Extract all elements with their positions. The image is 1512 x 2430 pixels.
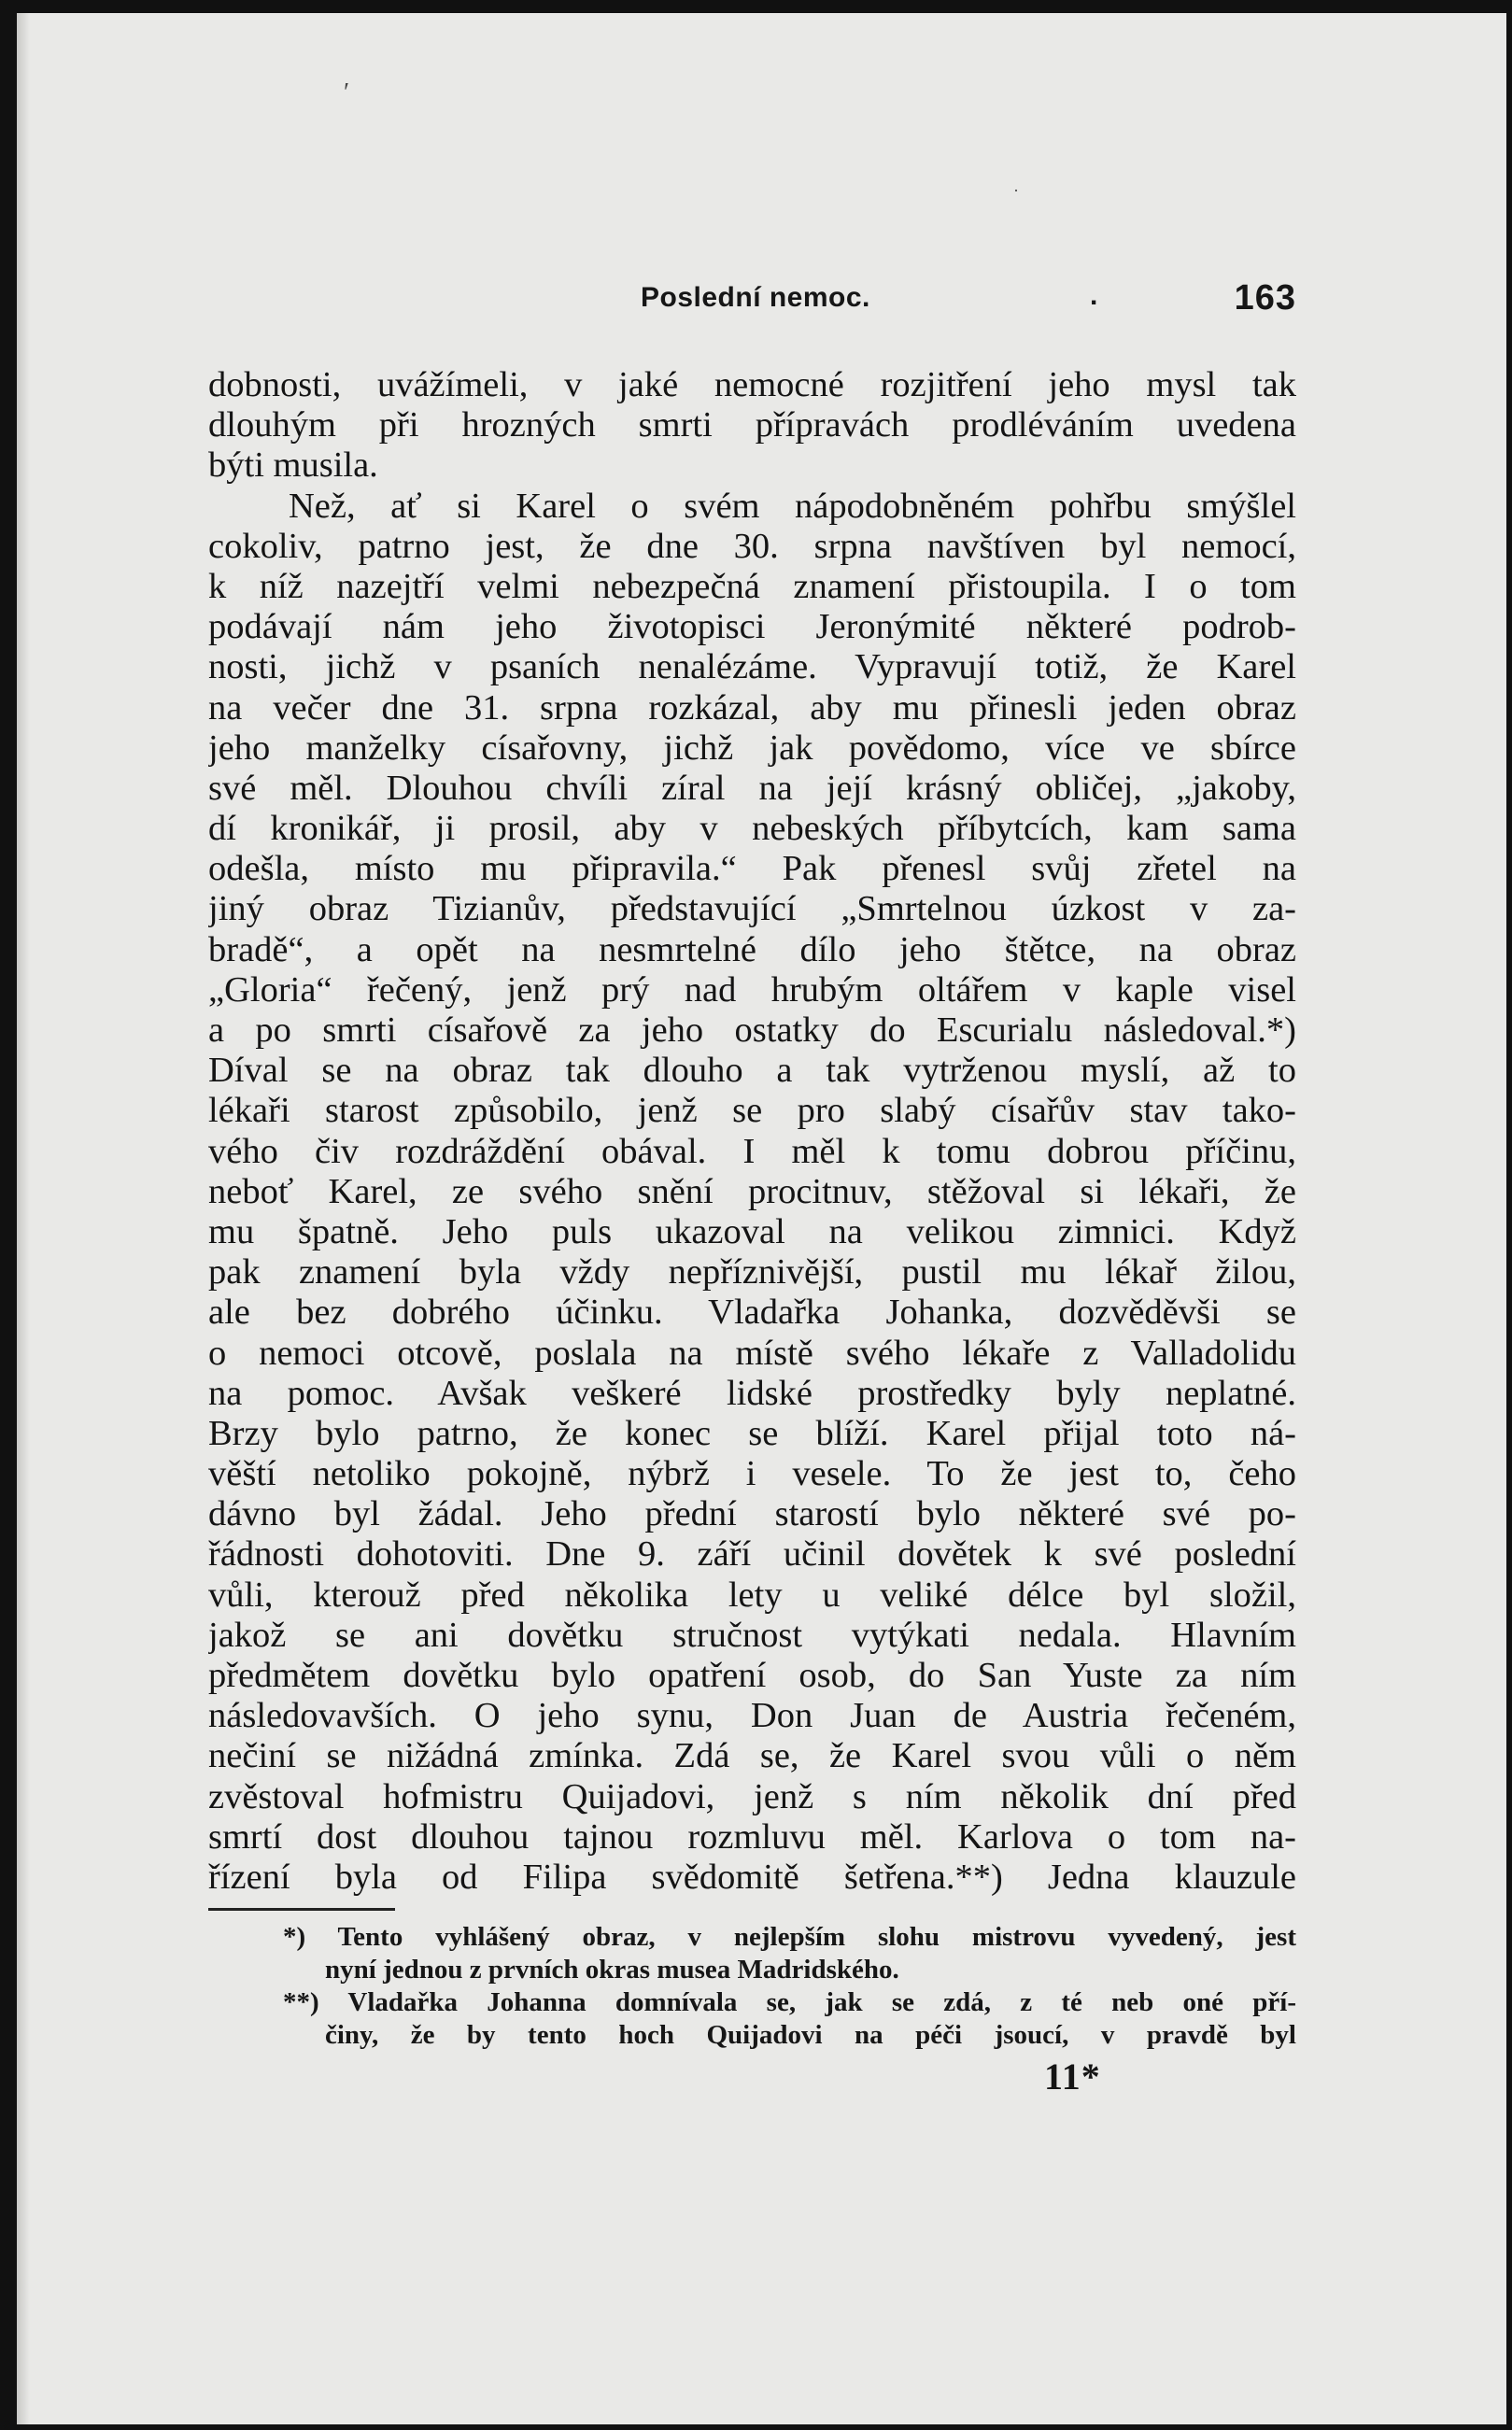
text-line: své měl. Dlouhou chvíli zíral na její krásný obličej, „jakoby,: [208, 768, 1296, 808]
text-line: na pomoc. Avšak veškeré lidské prostředky byly neplatné.: [208, 1373, 1296, 1413]
text-line: na večer dne 31. srpna rozkázal, aby mu přinesli jeden obraz: [208, 687, 1296, 728]
footnote-line: činy, že by tento hoch Quijadovi na péči jsoucí, v pravdě byl: [325, 2020, 1296, 2050]
footnote-divider: [208, 1908, 395, 1911]
text-line: řádnosti dohotoviti. Dne 9. září učinil dovětek k své poslední: [208, 1534, 1296, 1575]
text-line: dobnosti, uvážímeli, v jaké nemocné rozjitření jeho mysl tak: [208, 365, 1296, 404]
text-line: dávno byl žádal. Jeho přední starostí bylo některé své po-: [208, 1494, 1296, 1534]
header-separator: .: [1090, 280, 1098, 311]
signature-mark: 11*: [1044, 2056, 1101, 2098]
text-line: předmětem dovětku bylo opatření osob, do San Yuste za ním: [208, 1656, 1296, 1695]
running-title: Poslední nemoc.: [641, 282, 870, 313]
print-speck: ′: [344, 78, 350, 107]
text-line: zvěstoval hofmistru Quijadovi, jenž s ním několik dní před: [208, 1776, 1296, 1816]
running-header: [208, 271, 1296, 318]
footnotes: [208, 1921, 1296, 2052]
text-line: odešla, místo mu připravila.“ Pak přenesl svůj zřetel na: [208, 849, 1296, 889]
text-line: pak znamení byla vždy nepříznivější, pustil mu lékař žilou,: [208, 1252, 1296, 1293]
text-line: o nemoci otcově, poslala na místě svého lékaře z Valladolidu: [208, 1333, 1296, 1373]
text-line: Než, ať si Karel o svém nápodobněném pohřbu smýšlel: [289, 486, 1296, 526]
text-line: následovavších. O jeho synu, Don Juan de Austria řečeném,: [208, 1696, 1296, 1736]
footnote-line: nyní jednou z prvních okras musea Madridského.: [325, 1955, 899, 1985]
text-line: bradě“, a opět na nesmrtelné dílo jeho štětce, na obraz: [208, 929, 1296, 969]
text-line: Brzy bylo patrno, že konec se blíží. Karel přijal toto ná-: [208, 1413, 1296, 1453]
text-line: ale bez dobrého účinku. Vladařka Johanka, dozvěděvši se: [208, 1293, 1296, 1333]
text-line: lékaři starost způsobilo, jenž se pro slabý císařův stav tako-: [208, 1091, 1296, 1131]
text-line: nosti, jichž v psaních nenalézáme. Vypravují totiž, že Karel: [208, 647, 1296, 687]
text-line: a po smrti císařově za jeho ostatky do Escurialu následoval.*): [208, 1010, 1296, 1050]
text-line: k níž nazejtří velmi nebezpečná znamení přistoupila. I o tom: [208, 566, 1296, 606]
page-number: 163: [1234, 278, 1296, 318]
text-line: „Gloria“ řečený, jenž prý nad hrubým oltářem v kaple visel: [208, 969, 1296, 1010]
main-text: [208, 365, 1296, 1898]
print-speck: ·: [1013, 181, 1019, 200]
text-line: jakož se ani dovětku stručnost vytýkati nedala. Hlavním: [208, 1615, 1296, 1655]
text-line: vého čiv rozdráždění obával. I měl k tomu dobrou příčinu,: [208, 1131, 1296, 1171]
text-line: smrtí dost dlouhou tajnou rozmluvu měl. Karlova o tom na-: [208, 1816, 1296, 1857]
text-line: Díval se na obraz tak dlouho a tak vytrženou myslí, až to: [208, 1051, 1296, 1091]
text-line: dí kronikář, ji prosil, aby v nebeských příbytcích, kam sama: [208, 809, 1296, 849]
book-page: [17, 13, 1506, 2424]
text-line: jeho manželky císařovny, jichž jak povědomo, více ve sbírce: [208, 728, 1296, 768]
text-line: vůli, kterouž před několika lety u veliké délce byl složil,: [208, 1575, 1296, 1615]
text-line: mu špatně. Jeho puls ukazoval na velikou zimnici. Když: [208, 1211, 1296, 1251]
text-line: věští netoliko pokojně, nýbrž i vesele. To že jest to, čeho: [208, 1454, 1296, 1494]
text-line: nečiní se nižádná zmínka. Zdá se, že Karel svou vůli o něm: [208, 1736, 1296, 1776]
footnote-line: **) Vladařka Johanna domnívala se, jak se zdá, z té neb oné pří-: [283, 1987, 1296, 2017]
text-line: podávají nám jeho životopisci Jeronýmité některé podrob-: [208, 607, 1296, 647]
text-line: dlouhým při hrozných smrti přípravách prodléváním uvedena: [208, 405, 1296, 445]
text-line: neboť Karel, ze svého snění procitnuv, stěžoval si lékaři, že: [208, 1171, 1296, 1211]
text-line: řízení byla od Filipa svědomitě šetřena.**) Jedna klauzule: [208, 1857, 1296, 1897]
footnote-line: *) Tento vyhlášený obraz, v nejlepším slohu mistrovu vyvedený, jest: [283, 1922, 1296, 1952]
text-line: jiný obraz Tizianův, představující „Smrtelnou úzkost v za-: [208, 889, 1296, 929]
text-line: cokoliv, patrno jest, že dne 30. srpna navštíven byl nemocí,: [208, 526, 1296, 566]
text-line: býti musila.: [208, 445, 378, 486]
